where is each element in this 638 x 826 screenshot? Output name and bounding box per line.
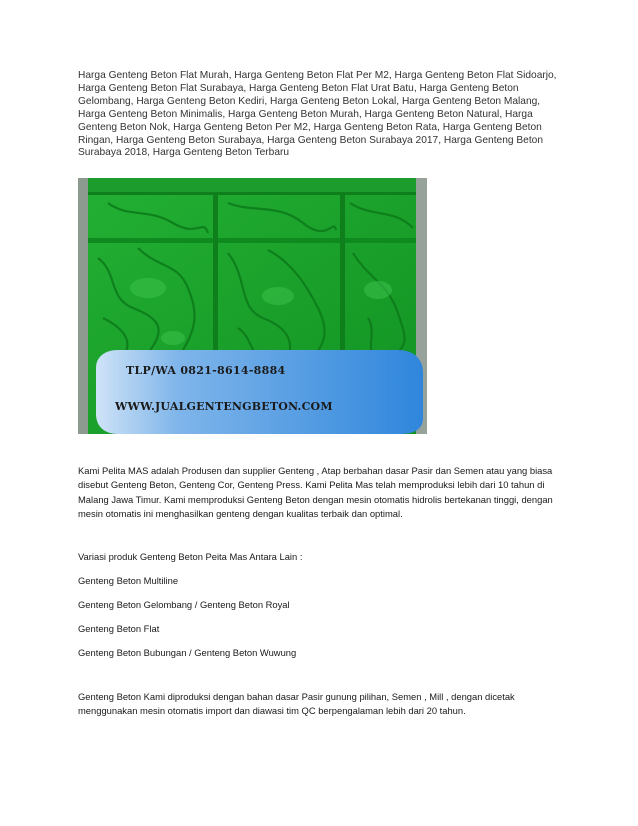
product-photo	[78, 178, 427, 434]
contact-banner	[96, 350, 423, 434]
phone-number-text: TLP/WA 0821-8614-8884	[126, 364, 286, 377]
product-item: Genteng Beton Bubungan / Genteng Beton Wuwung	[78, 647, 297, 658]
product-item: Genteng Beton Gelombang / Genteng Beton Royal	[78, 599, 290, 610]
company-description: Kami Pelita MAS adalah Produsen dan supplier Genteng , Atap berbahan dasar Pasir dan Semen atau yang biasa disebut Genteng Beton, Genteng Cor, Genteng Press. Kami Pelita Mas telah memproduksi lebih dari 10 tahun di Malang Jawa Timur. Kami memproduksi Genteng Beton dengan mesin otomatis hidrolis bertekanan tinggi, dengan mesin otomatis ini menghasilkan genteng dengan kualitas terbaik dan optimal.	[78, 465, 553, 520]
green-tile-image	[78, 178, 427, 434]
product-item: Genteng Beton Flat	[78, 623, 160, 634]
intro-keywords: Harga Genteng Beton Flat Murah, Harga Genteng Beton Flat Per M2, Harga Genteng Beton Flat Sidoarjo, Harga Genteng Beton Flat Surabaya, Harga Genteng Beton Flat Urat Batu, Harga Genteng Beton Gelombang, Harga Genteng Beton Kediri, Harga Genteng Beton Lokal, Harga Genteng Beton Malang, Harga Genteng Beton Minimalis, Harga Genteng Beton Murah, Harga Genteng Beton Natural, Harga Genteng Beton Nok, Harga Genteng Beton Per M2, Harga Genteng Beton Rata, Harga Genteng Beton Ringan, Harga Genteng Beton Surabaya, Harga Genteng Beton Surabaya 2017, Harga Genteng Beton Surabaya 2018, Harga Genteng Beton Terbaru	[78, 70, 557, 159]
website-url-text: WWW.JUALGENTENGBETON.COM	[115, 400, 333, 413]
production-description: Genteng Beton Kami diproduksi dengan bahan dasar Pasir gunung pilihan, Semen , Mill , dengan dicetak menggunakan mesin otomatis import dan diawasi tim QC berpengalaman lebih dari 20 tahun.	[78, 691, 515, 717]
product-item: Genteng Beton Multiline	[78, 575, 179, 586]
product-variation-heading: Variasi produk Genteng Beton Peita Mas Antara Lain :	[78, 551, 303, 562]
